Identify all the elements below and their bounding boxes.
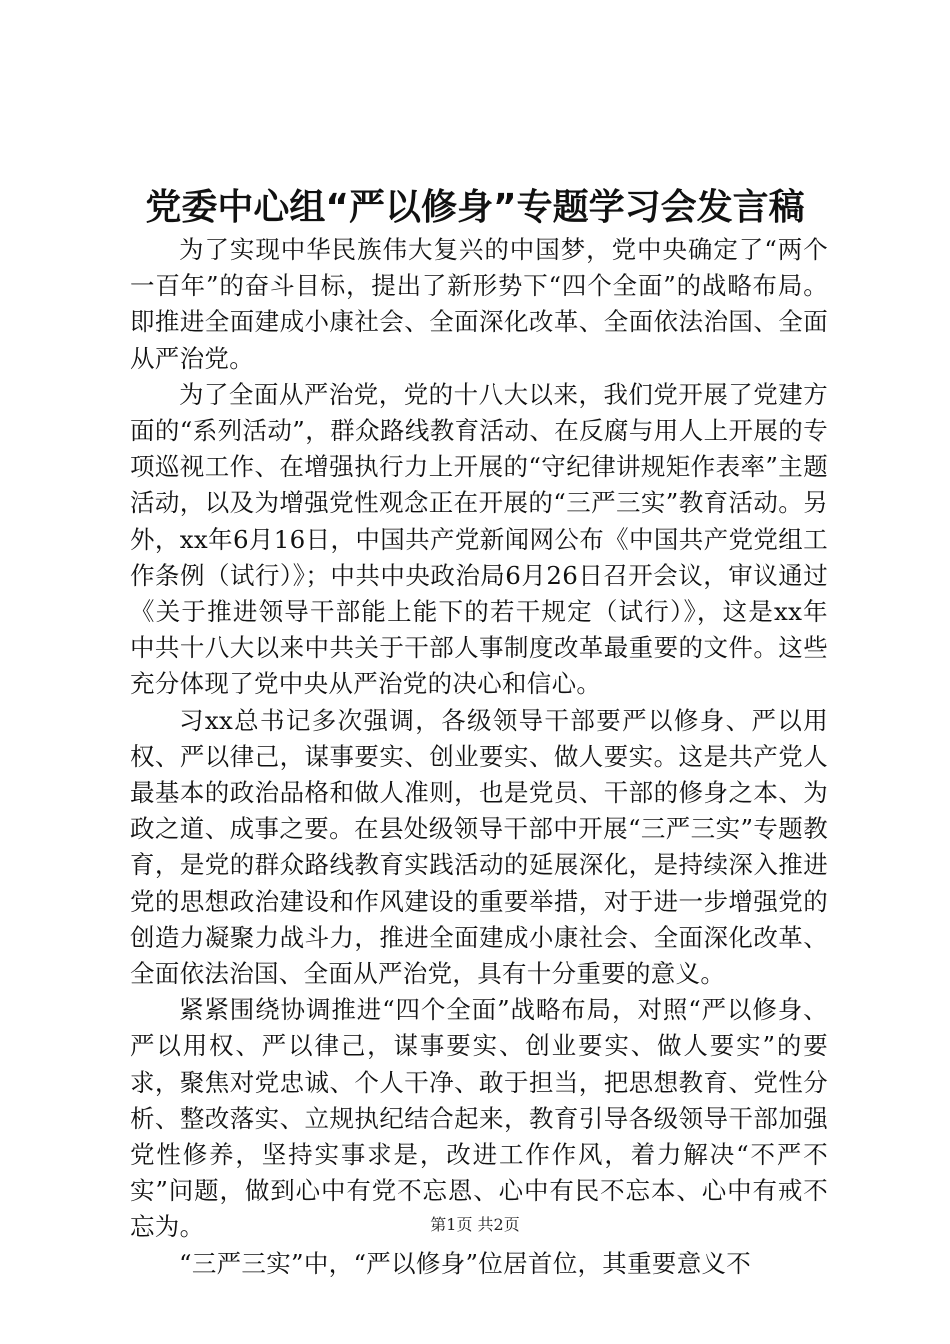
page-number-footer: 第1页 共2页 [430, 1215, 520, 1234]
paragraph-3: 习xx总书记多次强调，各级领导干部要严以修身、严以用权、严以律己，谋事要实、创业要实、做人要实。这是共产党人最基本的政治品格和做人准则，也是党员、干部的修身之本、为政之道、成事之要。在县处级领导干部中开展“三严三实”专题教育，是党的群众路线教育实践活动的延展深化，是持续深入推进党的思想政治建设和作风建设的重要举措，对于进一步增强党的创造力凝聚力战斗力，推进全面建成小康社会、全面深化改革、全面依法治国、全面从严治党，具有十分重要的意义。 [130, 705, 828, 989]
paragraph-2: 为了全面从严治党，党的十八大以来，我们党开展了党建方面的“系列活动”，群众路线教育活动、在反腐与用人上开展的专项巡视工作、在增强执行力上开展的“守纪律讲规矩作表率”主题活动，以及为增强党性观念正在开展的“三严三实”教育活动。另外，xx年6月16日，中国共产党新闻网公布《中国共产党党组工作条例（试行）》；中共中央政治局6月26日召开会议，审议通过《关于推进领导干部能上能下的若干规定（试行）》，这是xx年中共十八大以来中共关于干部人事制度改革最重要的文件。这些充分体现了党中央从严治党的决心和信心。 [130, 379, 828, 699]
paragraph-1: 为了实现中华民族伟大复兴的中国梦，党中央确定了“两个一百年”的奋斗目标，提出了新形势下“四个全面”的战略布局。即推进全面建成小康社会、全面深化改革、全面依法治国、全面从严治党。 [130, 235, 828, 373]
paragraph-4: 紧紧围绕协调推进“四个全面”战略布局，对照“严以修身、严以用权、严以律己，谋事要实、创业要实、做人要实”的要求，聚焦对党忠诚、个人干净、敢于担当，把思想教育、党性分析、整改落实、立规执纪结合起来，教育引导各级领导干部加强党性修养，坚持实事求是，改进工作作风，着力解决“不严不实”问题，做到心中有党不忘恩、心中有民不忘本、心中有戒不忘为。 [130, 995, 829, 1242]
document-body [130, 232, 828, 1282]
paragraph-5: “三严三实”中，“严以修身”位居首位，其重要意义不 [179, 1248, 752, 1278]
document-title: 党委中心组“严以修身”专题学习会发言稿 [145, 187, 805, 228]
